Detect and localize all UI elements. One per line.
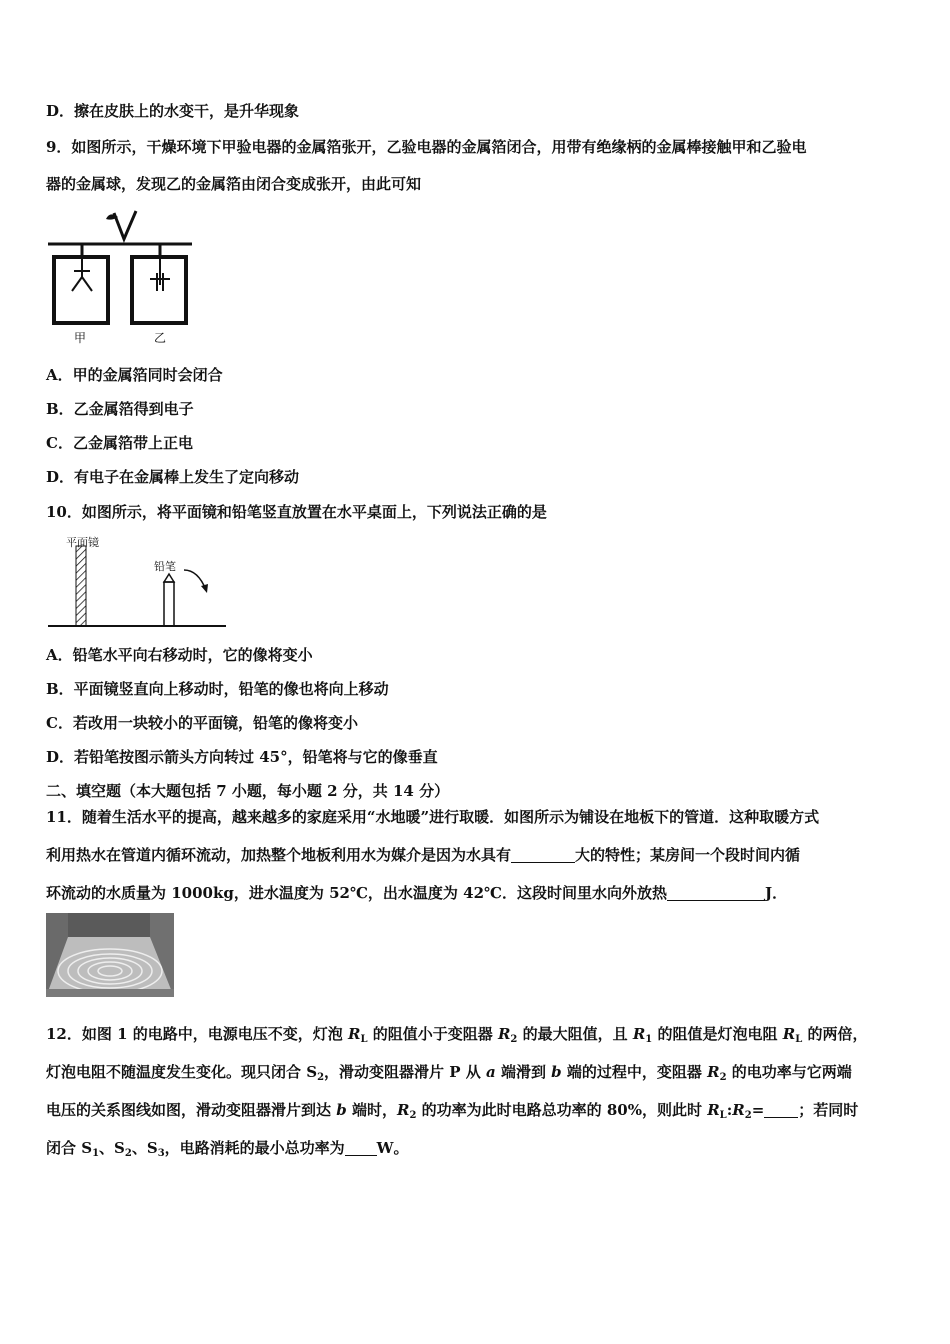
blank-3 <box>764 1101 798 1118</box>
q10-option-a: A．铅笔水平向右移动时，它的像将变小 <box>46 646 313 664</box>
q9-option-c: C．乙金属箔带上正电 <box>46 434 193 452</box>
q9-option-d: D．有电子在金属棒上发生了定向移动 <box>46 468 300 486</box>
label-plane-mirror: 平面镜 <box>66 536 99 549</box>
q11-line2: 利用热水在管道内循环流动，加热整个地板利用水为媒介是因为水具有 大的特性；某房间一个段时间内循 <box>46 846 801 864</box>
q9-option-b: B．乙金属箔得到电子 <box>46 400 194 418</box>
q12-line3: 电压的关系图线如图，滑动变阻器滑片到达 b 端时，$R_2$ 的功率为此时电路总功率的 80%，则此时 $R_L:R_2=$ ；若同时 <box>46 1101 859 1121</box>
electroscope-figure <box>46 205 196 347</box>
q12-line1: 12．如图 1 的电路中，电源电压不变，灯泡 $R_L$ 的阻值小于变阻器 $R_2$ 的最大阻值，且 $R_1$ 的阻值是灯泡电阻 $R_L$ 的两倍， <box>46 1025 868 1045</box>
insulating-handle-icon <box>114 211 136 239</box>
pencil-tip-icon <box>164 574 174 582</box>
q9-option-a: A．甲的金属箔同时会闭合 <box>46 366 223 384</box>
q10-option-b: B．平面镜竖直向上移动时，铅笔的像也将向上移动 <box>46 680 389 698</box>
floor-heating-pipes-image <box>46 913 174 997</box>
label-jia: 甲 <box>74 331 87 345</box>
plane-mirror-icon <box>76 546 86 626</box>
q12-line4: 闭合 $S_1$、$S_2$、$S_3$，电路消耗的最小总功率为 W。 <box>46 1139 409 1159</box>
q11-line1: 11．随着生活水平的提高，越来越多的家庭采用“水地暖”进行取暖．如图所示为铺设在地板下的管道．这种取暖方式 <box>46 808 820 826</box>
label-yi: 乙 <box>154 331 167 345</box>
blank-2 <box>667 884 765 901</box>
pencil-icon <box>164 582 174 626</box>
q10-option-d: D．若铅笔按图示箭头方向转过 45°，铅笔将与它的像垂直 <box>46 748 438 766</box>
q10-option-c: C．若改用一块较小的平面镜，铅笔的像将变小 <box>46 714 358 732</box>
q9-stem-line1: 9．如图所示，干燥环境下甲验电器的金属箔张开，乙验电器的金属箔闭合，用带有绝缘柄的金属棒接触甲和乙验电 <box>46 138 807 156</box>
q8-option-d: D．擦在皮肤上的水变干，是升华现象 <box>46 102 300 120</box>
electroscope-drawing <box>46 205 196 347</box>
mirror-pencil-figure <box>46 532 231 632</box>
label-pencil: 铅笔 <box>154 560 176 573</box>
q11-line3: 环流动的水质量为 1000kg，进水温度为 52℃，出水温度为 42℃．这段时间里水向外放热 J． <box>46 884 788 902</box>
q12-line2: 灯泡电阻不随温度发生变化。现只闭合 $S_2$，滑动变阻器滑片 P 从 a 端滑到 b 端的过程中，变阻器 $R_2$ 的电功率与它两端 <box>46 1063 852 1083</box>
q10-stem: 10．如图所示，将平面镜和铅笔竖直放置在水平桌面上，下列说法正确的是 <box>46 503 547 521</box>
blank-1 <box>511 846 575 863</box>
floor-heating-photo <box>46 913 174 997</box>
section-2-title: 二、填空题（本大题包括 7 小题，每小题 2 分，共 14 分） <box>46 782 450 800</box>
q9-stem-line2: 器的金属球，发现乙的金属箔由闭合变成张开，由此可知 <box>46 175 422 193</box>
blank-4 <box>345 1139 377 1156</box>
